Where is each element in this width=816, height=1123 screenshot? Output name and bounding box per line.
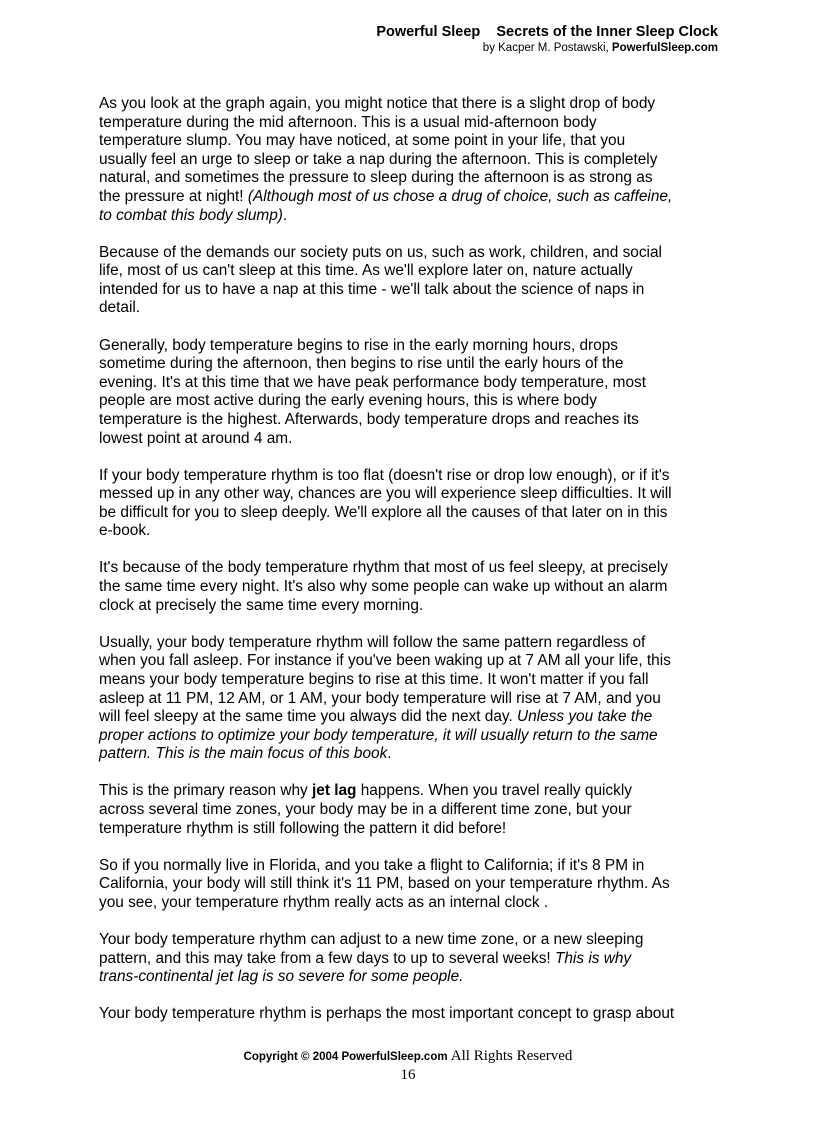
header-site-link: PowerfulSleep.com [611, 42, 718, 54]
header-book-title: Powerful Sleep [376, 24, 481, 40]
page-footer [0, 1047, 816, 1084]
text-run: So if you normally live in Florida, and you take a flight to California; if it's 8 PM in California, your body will still think it's 11 PM, based on your temperature rhythm. As you see, your temperature rhythm really acts as an internal clock . [99, 856, 670, 911]
body-paragraph [99, 95, 723, 225]
text-run: If your body temperature rhythm is too flat (doesn't rise or drop low enough), or if it's messed up in any other way, chances are you will experience sleep difficulties. It will be difficult for you to sleep deeply. We'll explore all the causes of that later on in this e-book. [99, 466, 672, 540]
body-paragraph [99, 244, 723, 318]
footer-copyright-line [0, 1047, 816, 1066]
text-run: Usually, your body temperature rhythm will follow the same pattern regardless of when you fall asleep. For instance if you've been waking up at 7 AM all your life, this means your body temperature begins to rise at this time. It won't matter if you fall asleep at 11 PM, 12 AM, or 1 AM, your body temperature will rise at 7 AM, and you will feel sleepy at the same time you always did the next day. [99, 633, 671, 726]
body-paragraph [99, 782, 723, 838]
text-run: Because of the demands our society puts on us, such as work, children, and social life, most of us can't sleep at this time. As we'll explore later on, nature actually intended for us to have a nap at this time - we'll talk about the science of naps in detail. [99, 243, 662, 317]
text-run: . [387, 745, 392, 763]
text-run: As you look at the graph again, you might notice that there is a slight drop of body temperature during the mid afternoon. This is a usual mid-afternoon body temperature slump. You may have noticed, at some point in your life, that you usually feel an urge to sleep or take a nap during the afternoon. This is completely natural, and sometimes the pressure to sleep during the afternoon is as strong as the pressure at night! [99, 95, 658, 205]
page-number: 16 [400, 1067, 416, 1083]
text-run: Your body temperature rhythm is perhaps the most important concept to grasp about [99, 1005, 675, 1023]
body-paragraph [99, 857, 723, 913]
footer-rights: All Rights Reserved [450, 1048, 573, 1064]
body-paragraph [99, 337, 723, 449]
body-paragraph [99, 1005, 723, 1024]
text-run: . [282, 206, 288, 224]
body-paragraph [99, 931, 723, 987]
text-run: It's because of the body temperature rhythm that most of us feel sleepy, at precisely the same time every night. It's also why some people can wake up without an alarm clock at precisely the same time every morning. [99, 559, 668, 614]
text-run: This is why trans-continental jet lag is so severe for some people. [99, 949, 632, 986]
body-paragraph [99, 467, 723, 541]
header-author: by Kacper M. Postawski, [482, 42, 612, 54]
body-paragraph [99, 634, 723, 764]
text-run: jet lag [311, 782, 357, 800]
page-header [376, 23, 718, 55]
header-byline [376, 41, 718, 55]
text-run: happens. When you travel really quickly across several time zones, your body may be in a different time zone, but your temperature rhythm is still following the pattern it did before! [99, 782, 632, 837]
body-text [99, 95, 723, 1024]
text-run: Your body temperature rhythm can adjust to a new time zone, or a new sleeping pattern, and this may take from a few days to up to several weeks! [99, 930, 644, 967]
text-run: (Although most of us chose a drug of choice, such as caffeine, to combat this body slump) [99, 187, 673, 224]
text-run: Generally, body temperature begins to rise in the early morning hours, drops sometime during the afternoon, then begins to rise until the early hours of the evening. It's at this time that we have peak performance body temperature, most people are most active during the early evening hours, this is where body temperature is the highest. Afterwards, body temperature drops and reaches its lowest point at around 4 am. [99, 336, 647, 447]
header-book-subtitle: Secrets of the Inner Sleep Clock [496, 24, 718, 40]
body-paragraph [99, 559, 723, 615]
text-run: Unless you take the proper actions to optimize your body temperature, it will usually return to the same pattern. This is the main focus of this book [99, 708, 658, 763]
header-title [376, 23, 718, 41]
footer-copyright: Copyright © 2004 PowerfulSleep.com [243, 1051, 448, 1063]
text-run: This is the primary reason why [99, 782, 312, 800]
